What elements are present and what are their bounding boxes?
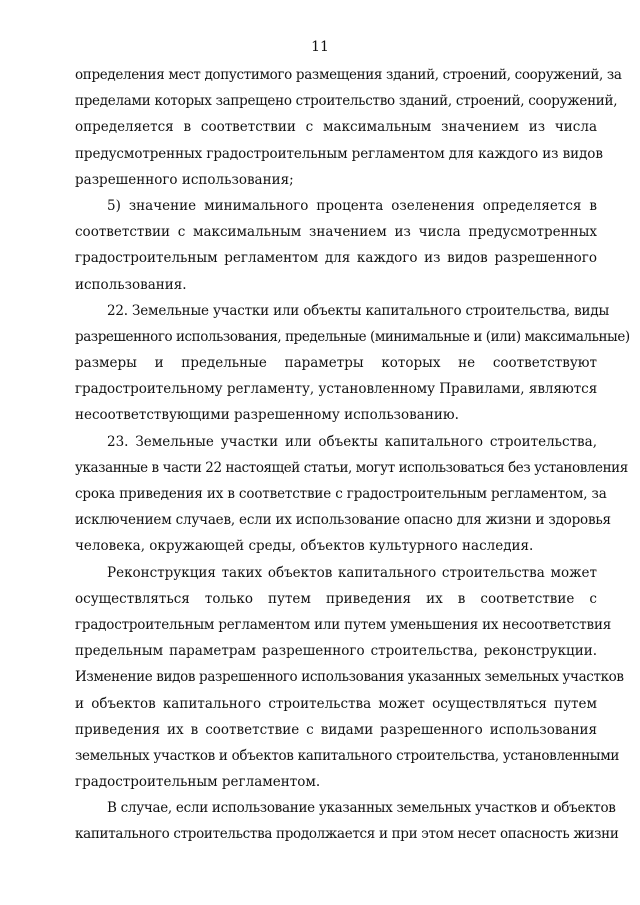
paragraph-3 — [75, 298, 630, 429]
text-line: разрешенного использования; — [75, 171, 294, 188]
text-line: исключением случаев, если их использование опасно для жизни и здоровья — [75, 512, 611, 529]
text-line: Изменение видов разрешенного использования указанных земельных участков — [75, 669, 624, 686]
text-line: 22. Земельные участки или объекты капитального строительства, виды — [107, 302, 610, 319]
text-line: использования. — [75, 276, 187, 293]
text-line: соответствии с максимальным значением из числа предусмотренных — [75, 224, 597, 241]
text-line: 23. Земельные участки или объекты капитального строительства, — [107, 433, 597, 450]
page-number: 11 — [311, 39, 329, 55]
paragraph-6 — [75, 795, 619, 847]
text-line: земельных участков и объектов капитального строительства, установленными — [75, 747, 620, 764]
text-line: Реконструкция таких объектов капитального строительства может — [107, 564, 597, 581]
document-body — [75, 62, 630, 848]
text-line: определяется в соответствии с максимальным значением из числа — [75, 119, 597, 136]
text-line: и объектов капитального строительства может осуществляться путем — [75, 695, 597, 712]
paragraph-4 — [75, 429, 628, 560]
text-line: В случае, если использование указанных земельных участков и объектов — [107, 800, 616, 817]
text-line: предельным параметрам разрешенного строительства, реконструкции. — [75, 643, 597, 660]
text-line: срока приведения их в соответствие с градостроительным регламентом, за — [75, 486, 607, 502]
text-line: капитального строительства продолжается и при этом несет опасность жизни — [75, 826, 619, 843]
text-line: несоответствующими разрешенному использованию. — [75, 407, 459, 424]
text-line: градостроительному регламенту, установленному Правилами, являются — [75, 381, 598, 398]
text-line: предусмотренных градостроительным регламентом для каждого из видов — [75, 145, 603, 162]
text-line: осуществляться только путем приведения их в соответствие с — [75, 590, 597, 607]
text-line: указанные в части 22 настоящей статьи, могут использоваться без установления — [75, 459, 628, 476]
text-line: пределами которых запрещено строительство зданий, строений, сооружений, — [75, 93, 618, 110]
text-line: определения мест допустимого размещения зданий, строений, сооружений, за — [75, 67, 622, 83]
paragraph-2 — [75, 193, 597, 298]
text-line: 5) значение минимального процента озеленения определяется в — [107, 197, 597, 214]
text-line: человека, окружающей среды, объектов культурного наследия. — [75, 538, 534, 555]
text-line: градостроительным регламентом или путем уменьшения их несоответствия — [75, 616, 612, 633]
paragraph-5 — [75, 560, 624, 796]
text-line: приведения их в соответствие с видами разрешенного использования — [75, 721, 597, 738]
text-line: градостроительным регламентом для каждого из видов разрешенного — [75, 250, 597, 267]
text-line: размеры и предельные параметры которых не соответствуют — [75, 355, 597, 372]
text-line: разрешенного использования, предельные (минимальные и (или) максимальные) — [75, 328, 630, 345]
text-line: градостроительным регламентом. — [75, 774, 321, 791]
paragraph-1 — [75, 62, 622, 193]
